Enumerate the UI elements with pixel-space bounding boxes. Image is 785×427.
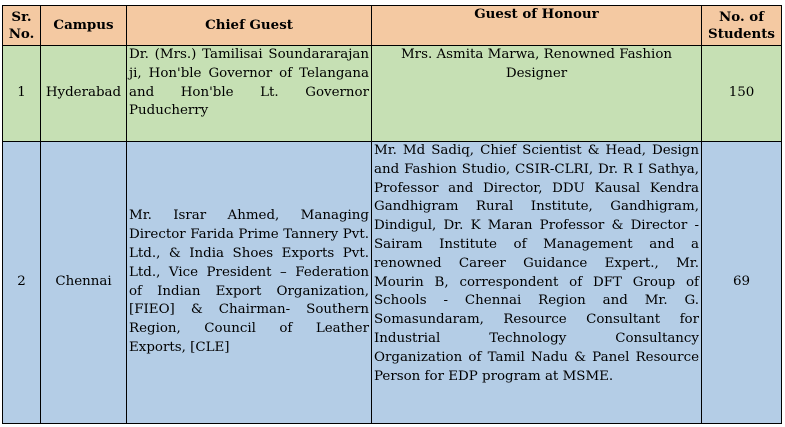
- header-sr-no: Sr. No.: [3, 6, 41, 46]
- header-guest-of-honour: Guest of Honour: [372, 6, 702, 46]
- cell-guest-of-honour: Mrs. Asmita Marwa, Renowned Fashion Designer: [372, 46, 702, 142]
- cell-sr-no: 2: [3, 142, 41, 424]
- cell-guest-of-honour: Mr. Md Sadiq, Chief Scientist & Head, Design and Fashion Studio, CSIR-CLRI, Dr. R I Sathya, Professor and Director, DDU Kausal Kendra Gandhigram Rural Institute, Gandhigram, Dindigul, Dr. K Maran Professor & Director - Sairam Institute of Management and a renowned Career Guidance Expert., Mr. Mourin B, correspondent of DFT Group of Schools - Chennai Region and Mr. G. Somasundaram, Resource Consultant for Industrial Technology Consultancy Organization of Tamil Nadu & Panel Resource Person for EDP program at MSME.: [372, 142, 702, 424]
- cell-campus: Chennai: [41, 142, 127, 424]
- cell-chief-guest: Dr. (Mrs.) Tamilisai Soundararajan ji, Hon'ble Governor of Telangana and Hon'ble Lt. Governor Puducherry: [127, 46, 372, 142]
- header-campus: Campus: [41, 6, 127, 46]
- header-chief-guest: Chief Guest: [127, 6, 372, 46]
- cell-campus: Hyderabad: [41, 46, 127, 142]
- table-header-row: [3, 6, 782, 46]
- table-row: [3, 142, 782, 424]
- cell-no-of-students: 150: [702, 46, 782, 142]
- header-no-of-students: No. of Students: [702, 6, 782, 46]
- cell-no-of-students: 69: [702, 142, 782, 424]
- table-row: [3, 46, 782, 142]
- guests-table: [2, 5, 782, 424]
- cell-chief-guest: Mr. Israr Ahmed, Managing Director Farida Prime Tannery Pvt. Ltd., & India Shoes Exports Pvt. Ltd., Vice President – Federation of Indian Export Organization, [FIEO] & Chairman- Southern Region, Council of Leather Exports, [CLE]: [127, 142, 372, 424]
- cell-sr-no: 1: [3, 46, 41, 142]
